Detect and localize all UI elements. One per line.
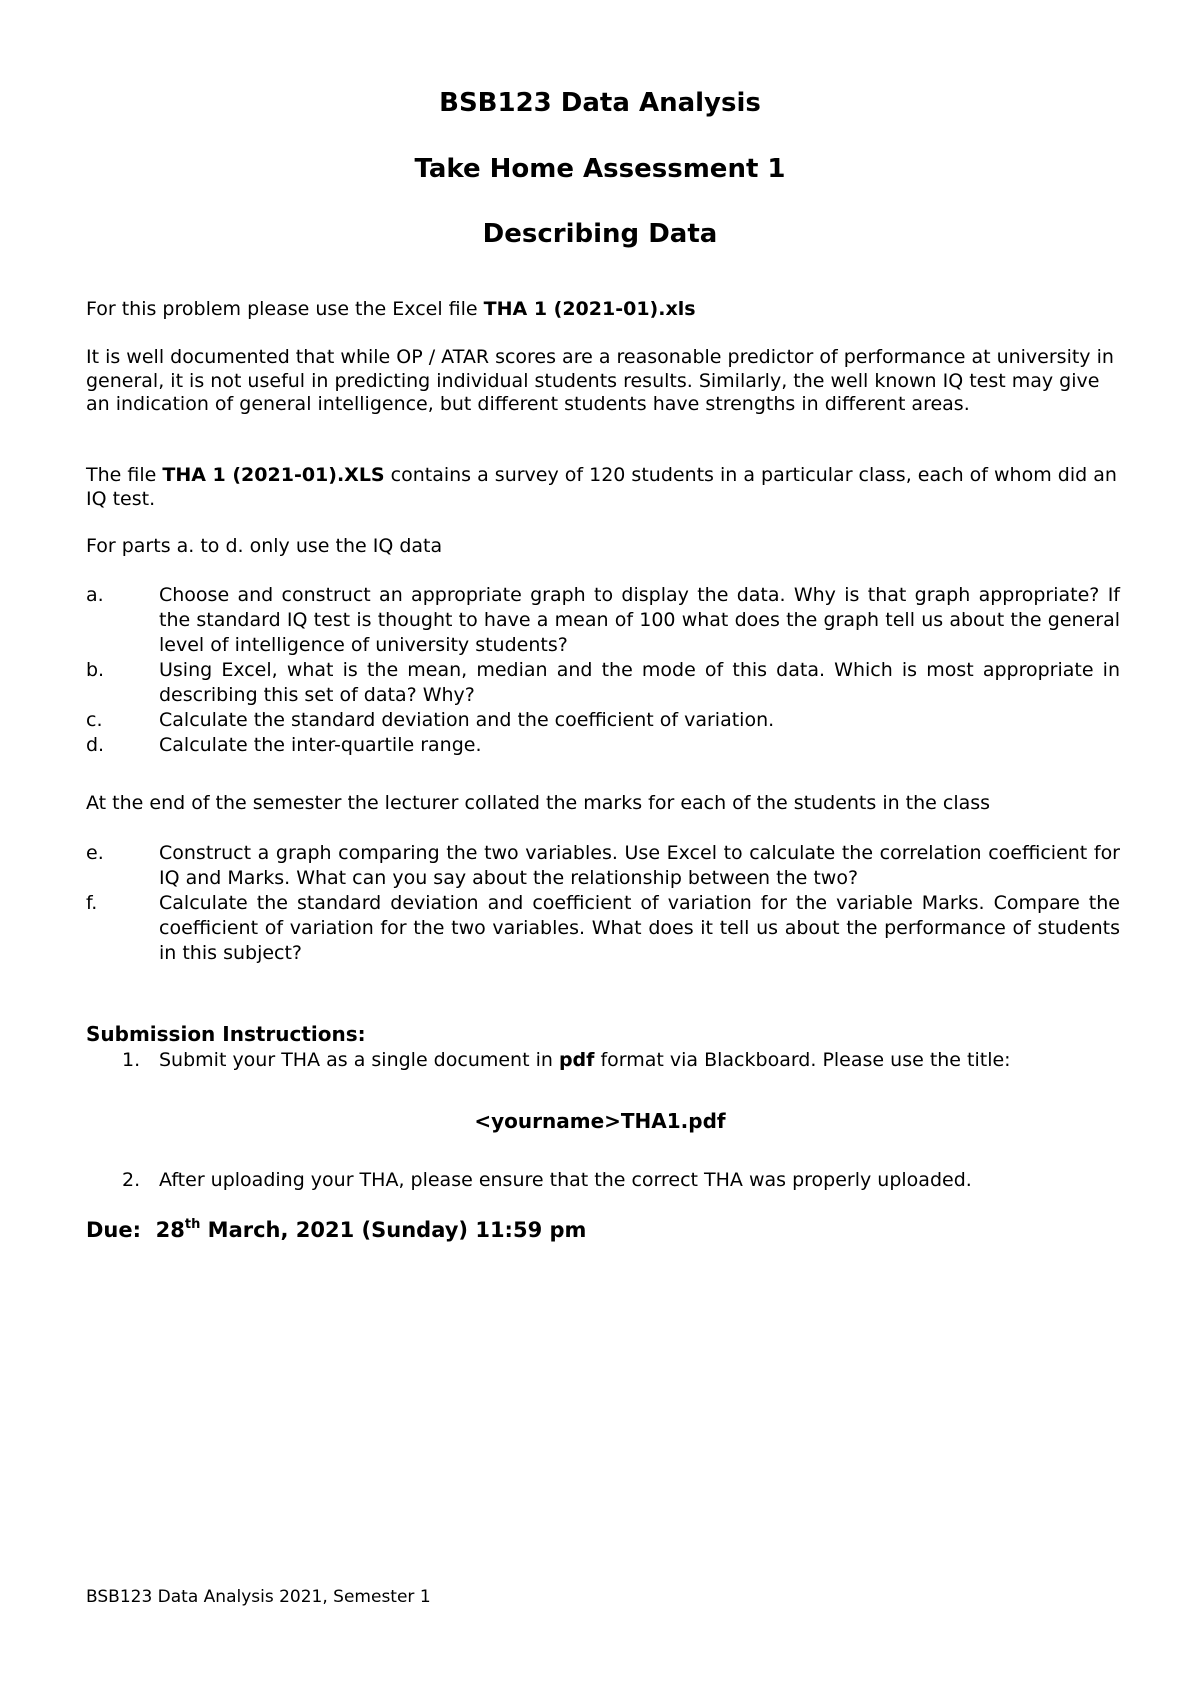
page-footer: BSB123 Data Analysis 2021, Semester 1 bbox=[86, 1587, 431, 1607]
survey-suffix: contains a survey of 120 students in a particular class, each of whom did an IQ test. bbox=[86, 464, 1117, 510]
question-item bbox=[86, 841, 1120, 891]
question-label: e. bbox=[86, 842, 104, 864]
submission-item-text: After uploading your THA, please ensure that the correct THA was properly uploaded. bbox=[159, 1169, 972, 1191]
question-label: f. bbox=[86, 892, 98, 914]
due-label: Due: bbox=[86, 1218, 142, 1242]
submission-heading: Submission Instructions: bbox=[86, 1022, 366, 1046]
question-item bbox=[86, 733, 1120, 758]
marks-note: At the end of the semester the lecturer collated the marks for each of the students in the class bbox=[86, 792, 991, 814]
due-day: 28 bbox=[155, 1218, 185, 1242]
question-text: Construct a graph comparing the two variables. Use Excel to calculate the correlation coefficient for IQ and Marks. What can you say about the relationship between the two? bbox=[159, 842, 1120, 889]
question-label: c. bbox=[86, 709, 103, 731]
due-ordinal: th bbox=[184, 1217, 201, 1232]
submission-item-text bbox=[159, 1046, 1120, 1074]
intro-file-line bbox=[86, 298, 1120, 322]
question-item bbox=[86, 583, 1120, 658]
question-text: Choose and construct an appropriate graph to display the data. Why is that graph appropriate? If the standard IQ test is thought to have a mean of 100 what does the graph tell us about the general level of intelligence of university students? bbox=[159, 584, 1120, 656]
question-text: Calculate the standard deviation and the coefficient of variation. bbox=[159, 709, 775, 731]
question-item bbox=[86, 658, 1120, 708]
question-item bbox=[86, 891, 1120, 966]
submission-filename: <yourname>THA1.pdf bbox=[474, 1109, 726, 1133]
submission-item1-suffix: format via Blackboard. Please use the title: bbox=[594, 1049, 1011, 1071]
due-date bbox=[86, 1216, 586, 1244]
submission-item-number: 1. bbox=[122, 1049, 141, 1071]
question-text: Using Excel, what is the mean, median and the mode of this data. Which is most appropriate in describing this set of data? Why? bbox=[159, 659, 1120, 706]
submission-item-2 bbox=[86, 1166, 1120, 1194]
marks-question-list bbox=[86, 841, 1120, 966]
iq-question-list bbox=[86, 583, 1120, 758]
intro-file-name: THA 1 (2021-01).xls bbox=[483, 298, 696, 320]
due-rest: March, 2021 (Sunday) 11:59 pm bbox=[200, 1218, 587, 1242]
submission-item1-prefix: Submit your THA as a single document in bbox=[159, 1049, 559, 1071]
question-text: Calculate the inter-quartile range. bbox=[159, 734, 482, 756]
question-label: b. bbox=[86, 659, 105, 681]
question-label: a. bbox=[86, 584, 104, 606]
topic-title: Describing Data bbox=[482, 219, 718, 249]
survey-file-name: THA 1 (2021-01).XLS bbox=[162, 464, 385, 486]
intro-context: It is well documented that while OP / ATAR scores are a reasonable predictor of performance at university in general, it is not useful in predicting individual students results. Similarly, the well known IQ test may give an indication of general intelligence, but different students have strengths in different areas. bbox=[86, 346, 1114, 415]
submission-format: pdf bbox=[558, 1049, 595, 1071]
assessment-title: Take Home Assessment 1 bbox=[414, 154, 786, 184]
survey-prefix: The file bbox=[86, 464, 163, 486]
submission-item-number: 2. bbox=[122, 1169, 141, 1191]
submission-item-1 bbox=[86, 1046, 1120, 1074]
question-label: d. bbox=[86, 734, 105, 756]
intro-file-prefix: For this problem please use the Excel file bbox=[86, 298, 484, 320]
question-item bbox=[86, 708, 1120, 733]
survey-paragraph bbox=[86, 464, 1120, 511]
course-title: BSB123 Data Analysis bbox=[439, 88, 761, 118]
parts-note: For parts a. to d. only use the IQ data bbox=[86, 535, 443, 557]
question-text: Calculate the standard deviation and coefficient of variation for the variable Marks. Compare the coefficient of variation for the two variables. What does it tell us about the performance of students in this subject? bbox=[159, 892, 1120, 964]
